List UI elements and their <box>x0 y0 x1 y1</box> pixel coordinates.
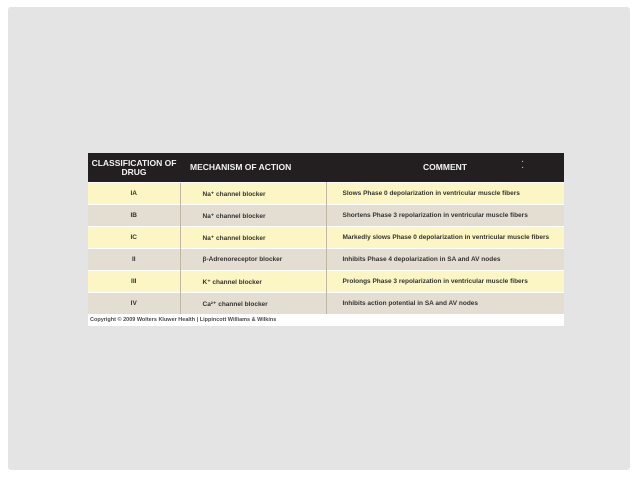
table-header-row <box>88 153 564 183</box>
cell-classification: IB <box>88 205 180 227</box>
cell-mechanism: K⁺ channel blocker <box>180 271 326 293</box>
cell-mechanism: Na⁺ channel blocker <box>180 183 326 205</box>
cell-classification: IA <box>88 183 180 205</box>
header-comment-label: COMMENT <box>423 162 467 172</box>
table-row <box>88 249 564 271</box>
slide-background <box>8 7 630 470</box>
cell-comment: Inhibits action potential in SA and AV nodes <box>326 293 564 315</box>
table-row <box>88 205 564 227</box>
cell-mechanism: Na⁺ channel blocker <box>180 227 326 249</box>
table-row <box>88 183 564 205</box>
drug-classification-table <box>88 153 564 314</box>
cell-classification: III <box>88 271 180 293</box>
drug-classification-table-figure <box>88 153 564 326</box>
cell-classification: II <box>88 249 180 271</box>
cell-mechanism: Ca²⁺ channel blocker <box>180 293 326 315</box>
cell-classification: IC <box>88 227 180 249</box>
cell-mechanism: β-Adrenoreceptor blocker <box>180 249 326 271</box>
table-row <box>88 271 564 293</box>
cell-classification: IV <box>88 293 180 315</box>
cell-comment: Prolongs Phase 3 repolarization in ventricular muscle fibers <box>326 271 564 293</box>
header-mechanism: MECHANISM OF ACTION <box>180 153 326 183</box>
table-row <box>88 227 564 249</box>
decorative-dots-icon: · · <box>521 159 524 172</box>
header-classification: CLASSIFICATION OF DRUG <box>88 153 180 183</box>
header-comment <box>326 153 564 183</box>
cell-comment: Markedly slows Phase 0 depolarization in ventricular muscle fibers <box>326 227 564 249</box>
cell-comment: Shortens Phase 3 repolarization in ventricular muscle fibers <box>326 205 564 227</box>
cell-mechanism: Na⁺ channel blocker <box>180 205 326 227</box>
cell-comment: Inhibits Phase 4 depolarization in SA and AV nodes <box>326 249 564 271</box>
cell-comment: Slows Phase 0 depolarization in ventricular muscle fibers <box>326 183 564 205</box>
copyright-notice: Copyright © 2009 Wolters Kluwer Health | Lippincott Williams & Wilkins <box>90 317 277 323</box>
table-row <box>88 293 564 315</box>
